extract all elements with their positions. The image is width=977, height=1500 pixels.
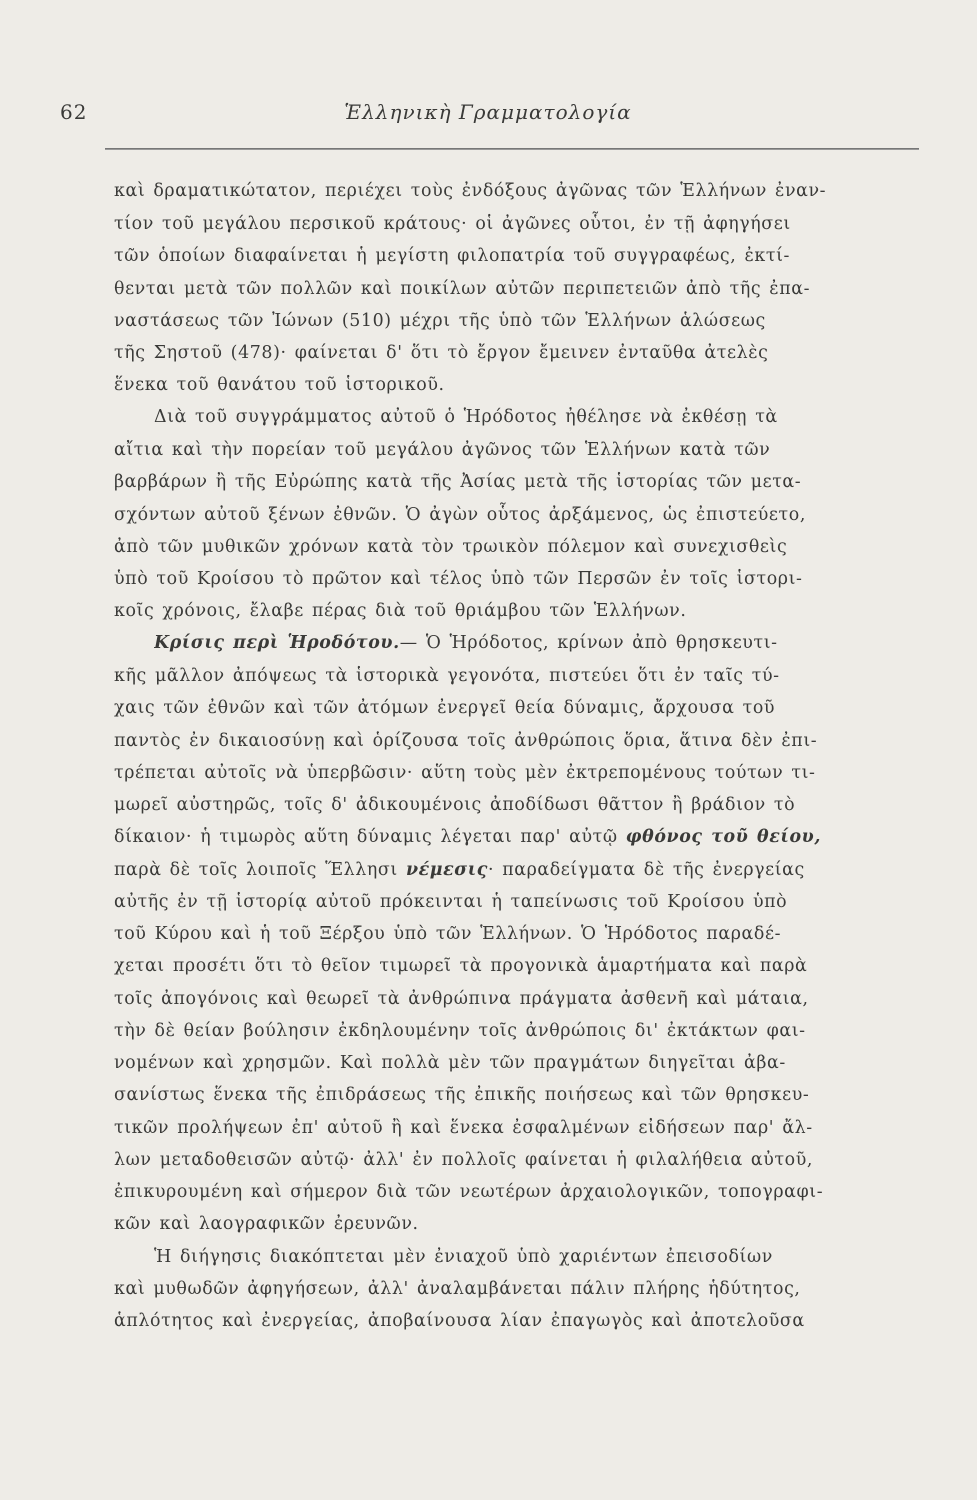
text-line: καὶ δραματικώτατον, περιέχει τοὺς ἐνδόξους ἀγῶνας τῶν Ἑλλήνων ἐναν- (114, 181, 827, 201)
emphasis-nemesis: νέμεσις (405, 860, 488, 880)
text-line: χαις τῶν ἐθνῶν καὶ τῶν ἀτόμων ἐνεργεῖ θεία δύναμις, ἄρχουσα τοῦ (114, 698, 776, 718)
text-line: τῆς Σηστοῦ (478)· φαίνεται δ' ὅτι τὸ ἔργον ἔμεινεν ἐνταῦθα ἀτελὲς (114, 343, 769, 363)
text-line: παντὸς ἐν δικαιοσύνῃ καὶ ὁρίζουσα τοῖς ἀνθρώποις ὅρια, ἅτινα δὲν ἐπι- (114, 731, 818, 751)
text-line: τρέπεται αὐτοῖς νὰ ὑπερβῶσιν· αὕτη τοὺς μὲν ἐκτρεπομένους τούτων τι- (114, 763, 816, 783)
text-line: θενται μετὰ τῶν πολλῶν καὶ ποικίλων αὐτῶν περιπετειῶν ἀπὸ τῆς ἐπα- (114, 279, 811, 299)
text-line: Κρίσις περὶ Ἡροδότου.— Ὁ Ἡρόδοτος, κρίνων ἀπὸ θρησκευτι- (154, 633, 778, 653)
text-line: τοῦ Κύρου καὶ ἡ τοῦ Ξέρξου ὑπὸ τῶν Ἑλλήνων. Ὁ Ἡρόδοτος παραδέ- (114, 924, 782, 944)
text-line: χεται προσέτι ὅτι τὸ θεῖον τιμωρεῖ τὰ προγονικὰ ἁμαρτήματα καὶ παρὰ (114, 956, 808, 976)
text-line: παρὰ δὲ τοῖς λοιποῖς Ἕλλησι νέμεσις· παραδείγματα δὲ τῆς ἐνεργείας (114, 860, 805, 880)
text-line: Διὰ τοῦ συγγράμματος αὐτοῦ ὁ Ἡρόδοτος ἠθέλησε νὰ ἐκθέσῃ τὰ (154, 407, 778, 427)
text-line: Ἡ διήγησις διακόπτεται μὲν ἐνιαχοῦ ὑπὸ χαριέντων ἐπεισοδίων (154, 1247, 773, 1267)
text-line: τοῖς ἀπογόνοις καὶ θεωρεῖ τὰ ἀνθρώπινα πράγματα ἀσθενῆ καὶ μάταια, (114, 989, 809, 1009)
text-line: λων μεταδοθεισῶν αὐτῷ· ἀλλ' ἐν πολλοῖς φαίνεται ἡ φιλαλήθεια αὐτοῦ, (114, 1150, 814, 1170)
text-line: κοῖς χρόνοις, ἔλαβε πέρας διὰ τοῦ θριάμβου τῶν Ἑλλήνων. (114, 601, 687, 621)
text-line: ὑπὸ τοῦ Κροίσου τὸ πρῶτον καὶ τέλος ὑπὸ τῶν Περσῶν ἐν τοῖς ἱστορι- (114, 569, 803, 589)
text-line: κῶν καὶ λαογραφικῶν ἐρευνῶν. (114, 1214, 419, 1234)
text-line: τίον τοῦ μεγάλου περσικοῦ κράτους· οἱ ἀγῶνες οὗτοι, ἐν τῇ ἀφηγήσει (114, 214, 791, 234)
text-line: αἴτια καὶ τὴν πορείαν τοῦ μεγάλου ἀγῶνος τῶν Ἑλλήνων κατὰ τῶν (114, 440, 771, 460)
section-heading: Κρίσις περὶ Ἡροδότου. (154, 633, 400, 653)
text-line: τὴν δὲ θείαν βούλησιν ἐκδηλουμένην τοῖς ἀνθρώποις δι' ἐκτάκτων φαι- (114, 1021, 806, 1041)
text-line: βαρβάρων ἢ τῆς Εὐρώπης κατὰ τῆς Ἀσίας μετὰ τῆς ἱστορίας τῶν μετα- (114, 472, 802, 492)
text-line: ἐπικυρουμένη καὶ σήμερον διὰ τῶν νεωτέρων ἀρχαιολογικῶν, τοπογραφι- (114, 1182, 824, 1202)
text-line: ναστάσεως τῶν Ἰώνων (510) μέχρι τῆς ὑπὸ τῶν Ἑλλήνων ἁλώσεως (114, 311, 766, 331)
text-line: τῶν ὁποίων διαφαίνεται ἡ μεγίστη φιλοπατρία τοῦ συγγραφέως, ἐκτί- (114, 246, 791, 266)
text-line: σχόντων αὐτοῦ ξένων ἐθνῶν. Ὁ ἀγὼν οὗτος ἀρξάμενος, ὡς ἐπιστεύετο, (114, 505, 806, 525)
header-rule (105, 148, 919, 150)
text-line: καὶ μυθωδῶν ἀφηγήσεων, ἀλλ' ἀναλαμβάνεται πάλιν πλήρης ἡδύτητος, (114, 1279, 801, 1299)
text-line: ἁπλότητος καὶ ἐνεργείας, ἀποβαίνουσα λίαν ἐπαγωγὸς καὶ ἀποτελοῦσα (114, 1311, 805, 1331)
text-line: ἕνεκα τοῦ θανάτου τοῦ ἱστορικοῦ. (114, 375, 445, 395)
text-line: κῆς μᾶλλον ἀπόψεως τὰ ἱστορικὰ γεγονότα, πιστεύει ὅτι ἐν ταῖς τύ- (114, 666, 780, 686)
running-title: Ἑλληνικὴ Γραμματολογία (344, 100, 632, 124)
text-line: σανίστως ἕνεκα τῆς ἐπιδράσεως τῆς ἐπικῆς ποιήσεως καὶ τῶν θρησκευ- (114, 1085, 810, 1105)
text-line: δίκαιον· ἡ τιμωρὸς αὕτη δύναμις λέγεται παρ' αὐτῷ φθόνος τοῦ θείου, (114, 827, 821, 847)
text-line: ἀπὸ τῶν μυθικῶν χρόνων κατὰ τὸν τρωικὸν πόλεμον καὶ συνεχισθεὶς (114, 537, 788, 557)
page-header (60, 100, 916, 134)
emphasis-phthonos: φθόνος τοῦ θείου, (625, 827, 821, 847)
text-line: νομένων καὶ χρησμῶν. Καὶ πολλὰ μὲν τῶν πραγμάτων διηγεῖται ἀβα- (114, 1053, 786, 1073)
text-line: αὐτῆς ἐν τῇ ἱστορίᾳ αὐτοῦ πρόκεινται ἡ ταπείνωσις τοῦ Κροίσου ὑπὸ (114, 892, 788, 912)
page-number: 62 (60, 100, 88, 124)
text-line: τικῶν προλήψεων ἐπ' αὐτοῦ ἢ καὶ ἕνεκα ἐσφαλμένων εἰδήσεων παρ' ἄλ- (114, 1118, 813, 1138)
text-line: μωρεῖ αὐστηρῶς, τοῖς δ' ἀδικουμένοις ἀποδίδωσι θᾶττον ἢ βράδιον τὸ (114, 795, 796, 815)
